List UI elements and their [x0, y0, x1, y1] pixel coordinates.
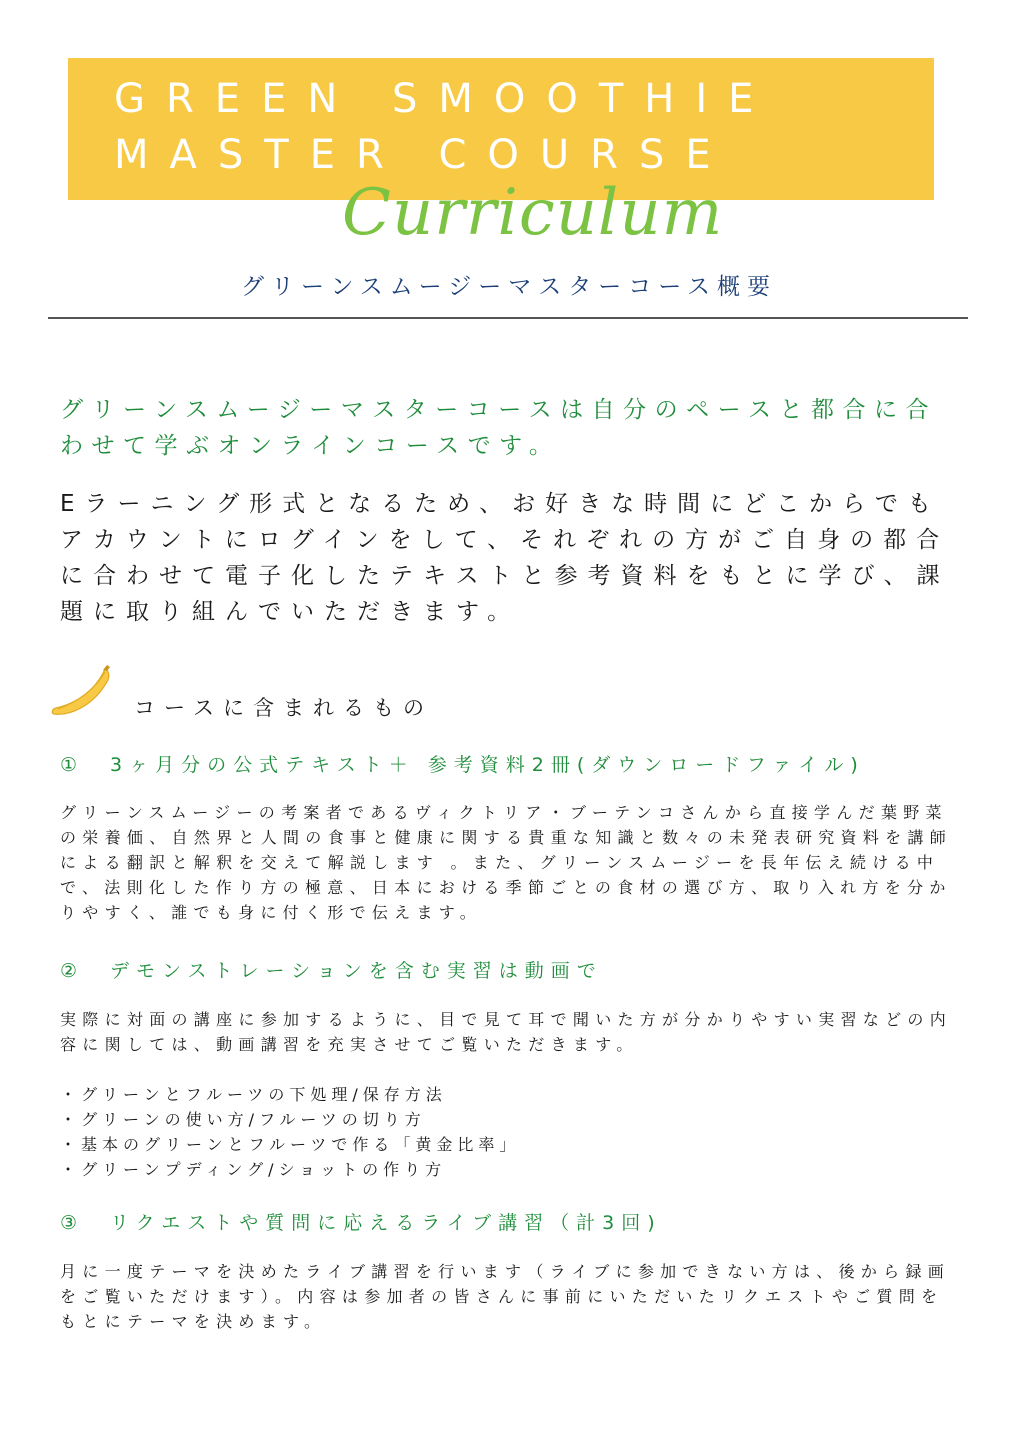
item-3-body: 月に一度テーマを決めたライブ講習を行います（ライブに参加できない方は、後から録画をご覧いただけます）。内容は参加者の皆さんに事前にいただいたリクエストやご質問をもとにテーマを決めます。 — [60, 1262, 951, 1331]
title-line-1: GREEN SMOOTHIE — [114, 76, 775, 122]
practice-list — [60, 1082, 520, 1182]
intro-text: グリーンスムージーマスターコースは自分のペースと都合に合わせて学ぶオンラインコースです。 — [60, 397, 937, 459]
description-text: Eラーニング形式となるため、お好きな時間にどこからでもアカウントにログインをして、それぞれの方がご自身の都合に合わせて電子化したテキストと参考資料をもとに学び、課題に取り組んでいただきます。 — [60, 491, 950, 625]
item-3-title: ③ リクエストや質問に応えるライブ講習（計3回) — [60, 1212, 662, 1234]
list-item: ・基本のグリーンとフルーツで作る「黄金比率」 — [60, 1135, 521, 1154]
curriculum-script-title: Curriculum — [342, 176, 724, 250]
item-2-title: ② デモンストレーションを含む実習は動画で — [60, 960, 603, 982]
divider — [48, 317, 968, 319]
section-heading: コースに含まれるもの — [134, 696, 433, 720]
list-item: ・グリーンとフルーツの下処理/保存方法 — [60, 1085, 447, 1104]
item-1-body: グリーンスムージーの考案者であるヴィクトリア・ブーテンコさんから直接学んだ葉野菜の栄養価、自然界と人間の食事と健康に関する貴重な知識と数々の未発表研究資料を講師による翻訳と解釈を交えて解説します 。また、グリーンスムージーを長年伝え続ける中で、法則化した作り方の極意、日本における季節ごとの食材の選び方、取り入れ方を分かりやすく、誰でも身に付く形で伝えます。 — [60, 803, 953, 922]
item-2-body: 実際に対面の講座に参加するように、目で見て耳で聞いた方が分かりやすい実習などの内容に関しては、動画講習を充実させてご覧いただきます。 — [60, 1010, 953, 1054]
page-subtitle: グリーンスムージーマスターコース概要 — [240, 274, 778, 300]
list-item: ・グリーンプディング/ショットの作り方 — [60, 1160, 447, 1179]
item-1-title: ① 3ヶ月分の公式テキスト＋ 参考資料2冊(ダウンロードファイル) — [60, 754, 865, 776]
banana-icon — [50, 664, 116, 722]
list-item: ・グリーンの使い方/フルーツの切り方 — [60, 1110, 426, 1129]
title-line-2: MASTER COURSE — [114, 132, 732, 178]
